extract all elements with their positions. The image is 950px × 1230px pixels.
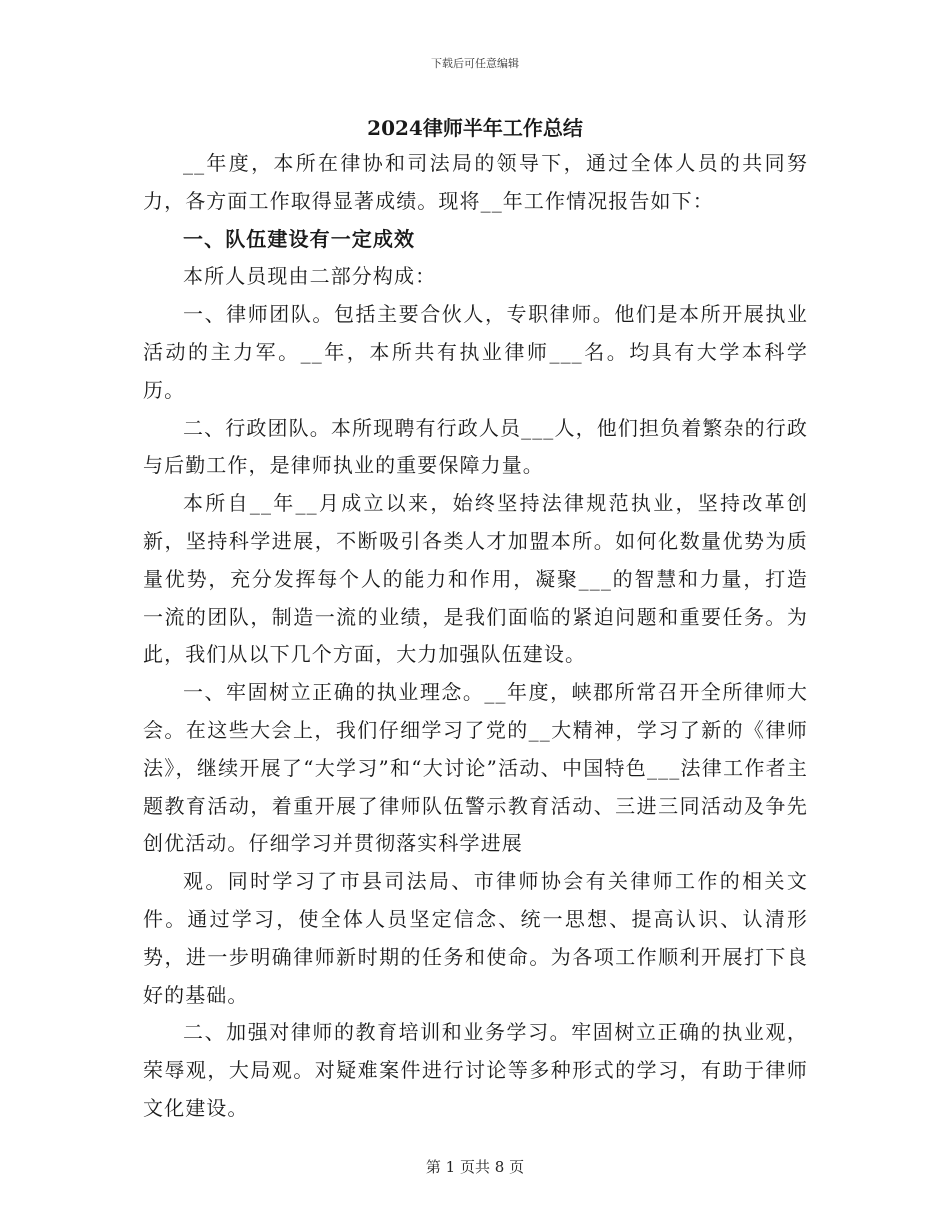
paragraph: 观。同时学习了市县司法局、市律师协会有关律师工作的相关文件。通过学习，使全体人员坚定信念、统一思想、提高认识、认清形势，进一步明确律师新时期的任务和使命。为各项工作顺利开展打下良好的基础。 [143,869,808,1007]
paragraph-intro: __年度，本所在律协和司法局的领导下，通过全体人员的共同努力，各方面工作取得显著成绩。现将__年工作情况报告如下： [143,151,808,213]
paragraph: 本所人员现由二部分构成： [183,264,437,289]
paragraph: 二、行政团队。本所现聘有行政人员___人，他们担负着繁杂的行政与后勤工作，是律师执业的重要保障力量。 [143,415,808,478]
document-title: 2024律师半年工作总结 [367,116,583,140]
paragraph: 一、律师团队。包括主要合伙人，专职律师。他们是本所开展执业活动的主力军。__年，本所共有执业律师___名。均具有大学本科学历。 [143,302,808,402]
paragraph: 一、牢固树立正确的执业理念。__年度，峡郡所常召开全所律师大会。在这些大会上，我们仔细学习了党的__大精神，学习了新的《律师法》，继续开展了“大学习”和“大讨论”活动、中国特色___法律工作者主题教育活动，着重开展了律师队伍警示教育活动、三进三同活动及争先创优活动。仔细学习并贯彻落实科学进展 [143,680,808,856]
paragraph: 二、加强对律师的教育培训和业务学习。牢固树立正确的执业观，荣辱观，大局观。对疑难案件进行讨论等多种形式的学习，有助于律师文化建设。 [143,1020,808,1120]
paragraph: 本所自__年__月成立以来，始终坚持法律规范执业，坚持改革创新，坚持科学进展，不断吸引各类人才加盟本所。如何化数量优势为质量优势，充分发挥每个人的能力和作用，凝聚___的智慧和力量，打造一流的团队，制造一流的业绩，是我们面临的紧迫问题和重要任务。为此，我们从以下几个方面，大力加强队伍建设。 [143,491,808,667]
header-note: 下载后可任意编辑 [431,57,519,70]
page-number: 第 1 页共 8 页 [425,1158,525,1176]
document-body [143,145,808,1128]
section-heading: 一、队伍建设有一定成效 [183,226,416,251]
